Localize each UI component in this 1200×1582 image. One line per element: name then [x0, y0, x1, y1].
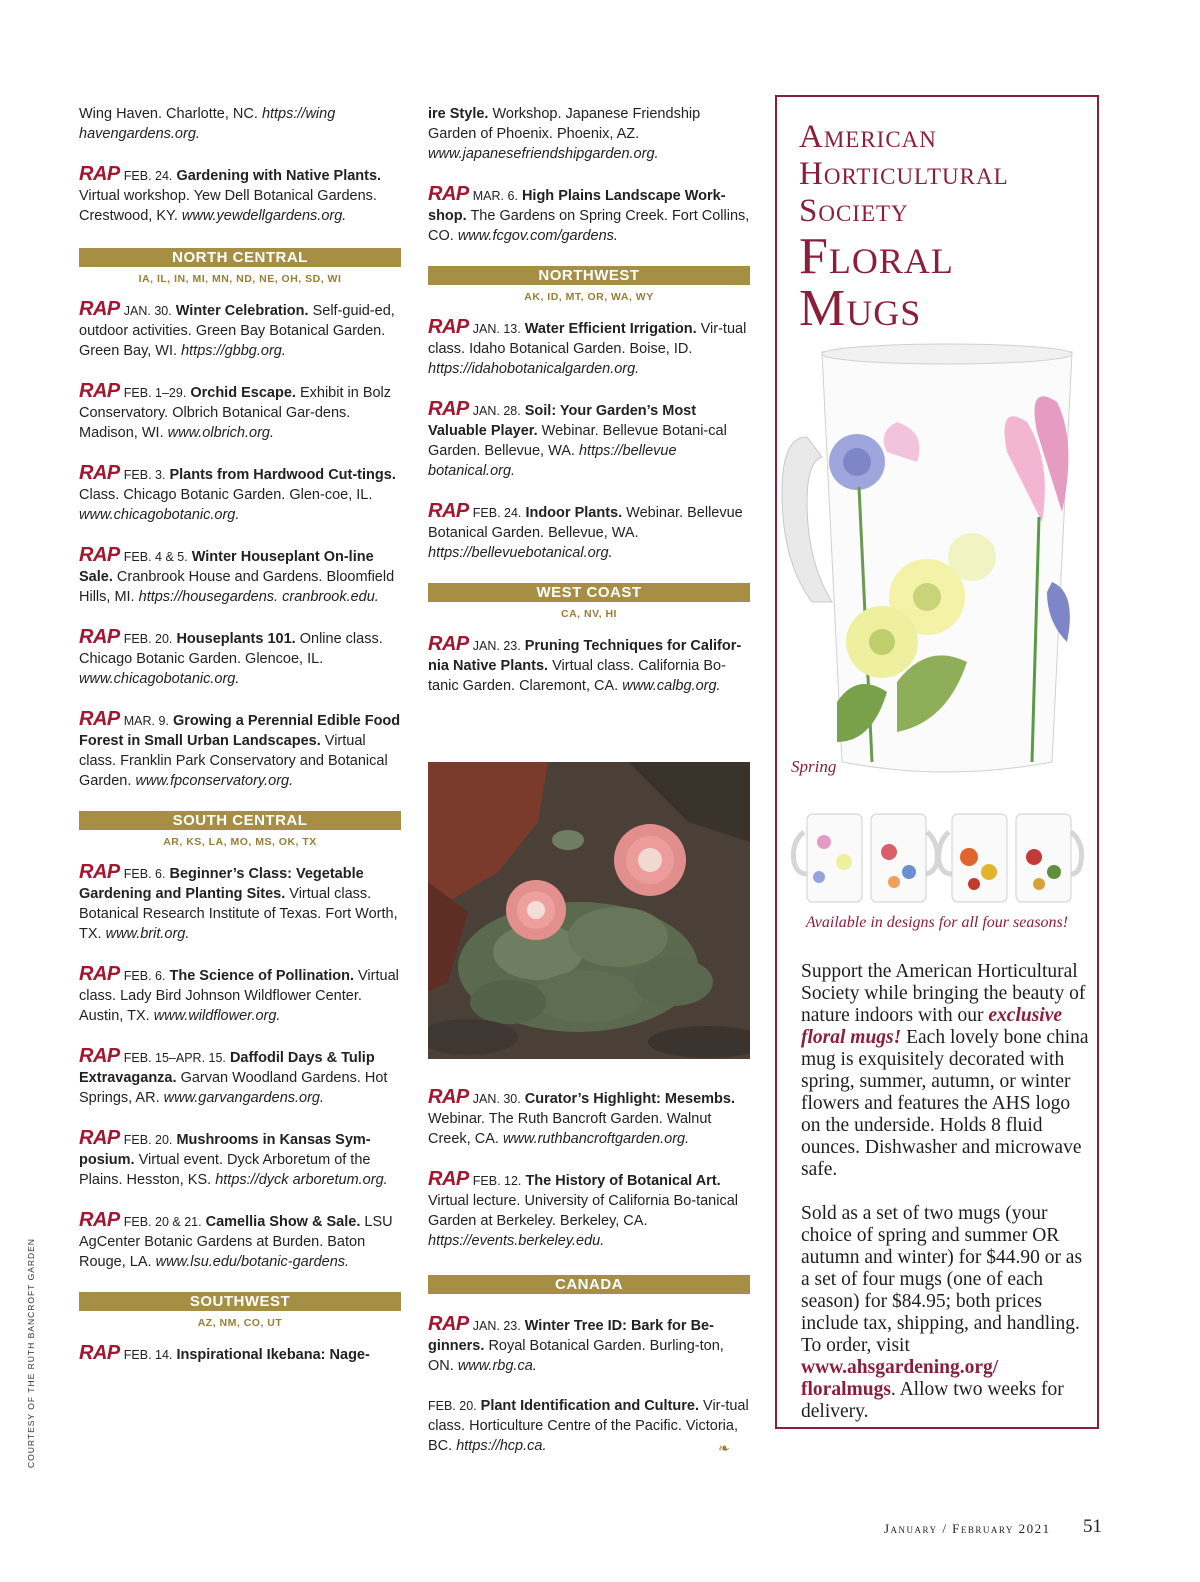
event-url[interactable]: https://idahobotanicalgarden.org. [428, 361, 640, 377]
ad-heading-line: American [799, 119, 937, 155]
rap-badge: RAP [79, 626, 120, 648]
event-body: Online class. Chicago Botanic Garden. Glencoe, IL. [79, 631, 383, 667]
section-canada [428, 1275, 750, 1294]
event-list [79, 862, 401, 1272]
event-date: FEB. 20 & 21. [123, 1215, 202, 1229]
event-body: Vir-tual class. Horticulture Centre of the Pacific. Victoria, BC. [428, 1398, 749, 1454]
rap-badge: RAP [428, 183, 469, 205]
event-title: Orchid Escape. [190, 385, 296, 401]
event-item [79, 164, 401, 226]
event-date: MAR. 9. [123, 714, 169, 728]
rap-badge: RAP [428, 398, 469, 420]
section-states: IA, IL, IN, MI, MN, ND, NE, OH, SD, WI [138, 273, 342, 285]
event-date: JAN. 23. [472, 639, 521, 653]
event-url[interactable]: www.japanesefriendshipgarden.org. [428, 146, 659, 162]
event-url[interactable]: www.fcgov.com/gardens. [457, 228, 618, 244]
ad-title-line: Floral [799, 228, 954, 285]
event-date: FEB. 20. [428, 1399, 477, 1413]
column-1 [79, 104, 401, 1385]
spring-caption: Spring [791, 757, 837, 776]
event-title: Winter Houseplant On-line Sale. [79, 549, 374, 585]
event-body: Cranbrook House and Gardens. Bloomfield Hills, MI. [79, 569, 395, 605]
event-list [428, 317, 750, 563]
event-title: Inspirational Ikebana: Nage- [176, 1347, 370, 1363]
rap-badge: RAP [428, 500, 469, 522]
event-date: FEB. 1–29. [123, 386, 187, 400]
ad-text: Each lovely bone china mug is exquisitely decorated with spring, summer, autumn, or winter flowers and features the AHS logo on the underside. Holds 8 fluid ounces. Dishwasher and microwave safe. [801, 1027, 1089, 1180]
event-title: Winter Tree ID: Bark for Be-ginners. [428, 1318, 714, 1354]
event-url[interactable]: https://events.berkeley.edu. [428, 1233, 605, 1249]
section-southwest [79, 1292, 401, 1329]
ad-highlight: exclusive floral mugs! [801, 1005, 1063, 1048]
event-item [79, 862, 401, 944]
event-url[interactable]: www.brit.org. [105, 926, 190, 942]
event-body: Royal Botanical Garden. Burling-ton, ON. [428, 1338, 724, 1374]
event-url[interactable]: https://wing havengardens.org. [79, 106, 336, 142]
event-url[interactable]: www.olbrich.org. [167, 425, 275, 441]
rap-badge: RAP [79, 298, 120, 320]
event-date: JAN. 28. [472, 404, 521, 418]
event-item [79, 545, 401, 607]
event-url[interactable]: https://dyck arboretum.org. [215, 1172, 388, 1188]
event-body: Virtual class. Lady Bird Johnson Wildflower Center. Austin, TX. [79, 968, 399, 1024]
rap-badge: RAP [79, 163, 120, 185]
section-header: WEST COAST [428, 583, 750, 602]
rap-badge: RAP [79, 708, 120, 730]
event-continued [79, 104, 401, 144]
section-header: SOUTHWEST [79, 1292, 401, 1311]
event-title: ire Style. [428, 106, 489, 122]
event-url[interactable]: https://bellevue botanical.org. [428, 443, 677, 479]
section-northwest [428, 266, 750, 303]
event-item [79, 1210, 401, 1272]
section-states: CA, NV, HI [561, 608, 617, 620]
ad-text: Support the American Horticultural Society while bringing the beauty of nature indoors with our [801, 961, 1086, 1026]
event-title: The Science of Pollination. [169, 968, 354, 984]
event-title: Houseplants 101. [176, 631, 296, 647]
event-date: FEB. 6. [123, 867, 166, 881]
event-list [428, 104, 750, 246]
event-date: FEB. 4 & 5. [123, 550, 188, 564]
section-header: SOUTH CENTRAL [79, 811, 401, 830]
event-title: Plants from Hardwood Cut-tings. [169, 467, 396, 483]
event-item [428, 1087, 750, 1149]
event-title: The History of Botanical Art. [525, 1173, 721, 1189]
ad-text: . Allow two weeks for delivery. [801, 1379, 1064, 1422]
event-date: FEB. 24. [472, 506, 522, 520]
event-url[interactable]: https://housegardens. cranbrook.edu. [138, 589, 379, 605]
event-url[interactable]: www.wildflower.org. [153, 1008, 281, 1024]
event-url[interactable]: www.chicagobotanic.org. [79, 507, 240, 523]
event-title: Camellia Show & Sale. [205, 1214, 361, 1230]
event-item [428, 104, 750, 164]
event-item [79, 1128, 401, 1190]
section-north-central [79, 248, 401, 285]
event-date: FEB. 6. [123, 969, 166, 983]
event-item [428, 634, 750, 696]
rap-badge: RAP [428, 633, 469, 655]
folio: January / February 2021 [884, 1521, 1051, 1536]
rap-badge: RAP [79, 380, 120, 402]
event-item [79, 299, 401, 361]
column-2-lower [428, 1087, 750, 1476]
section-header: NORTH CENTRAL [79, 248, 401, 267]
section-header: CANADA [428, 1275, 750, 1294]
photo-credit: COURTESY OF THE RUTH BANCROFT GARDEN [26, 1238, 36, 1468]
event-url[interactable]: www.lsu.edu/botanic-gardens. [155, 1254, 350, 1270]
event-body: Virtual class. Botanical Research Institute of Texas. Fort Worth, TX. [79, 886, 398, 942]
event-body: Virtual class. Franklin Park Conservatory and Botanical Garden. [79, 733, 388, 789]
ad-body [801, 961, 1091, 1445]
ad-heading-line: Horticultural [799, 156, 1009, 192]
event-title: Water Efficient Irrigation. [524, 321, 697, 337]
event-date: FEB. 14. [123, 1348, 173, 1362]
event-date: JAN. 23. [472, 1319, 521, 1333]
event-url[interactable]: https://bellevuebotanical.org. [428, 545, 613, 561]
event-item [428, 1314, 750, 1376]
four-mugs-image [789, 802, 1089, 912]
section-states: AZ, NM, CO, UT [197, 1317, 283, 1329]
event-url[interactable]: www.rbg.ca. [457, 1358, 537, 1374]
ad-text: Sold as a set of two mugs (your choice of spring and summer OR autumn and winter) for $44.90 or as a set of four mugs (one of each season) for $84.95; both prices include tax, shipping, and handling. To order, visit [801, 1203, 1083, 1356]
ad-title-line: Mugs [799, 280, 922, 337]
event-date: FEB. 3. [123, 468, 166, 482]
event-item [428, 501, 750, 563]
event-item [79, 709, 401, 791]
ad-paragraph [801, 1203, 1091, 1423]
event-title: Mushrooms in Kansas Sym-posium. [79, 1132, 371, 1168]
event-body: Vir-tual class. Idaho Botanical Garden. Boise, ID. [428, 321, 747, 357]
section-states: AK, ID, MT, OR, WA, WY [524, 291, 654, 303]
event-body: Class. Chicago Botanic Garden. Glen-coe, IL. [79, 487, 373, 503]
event-date: MAR. 6. [472, 189, 518, 203]
event-body: Virtual class. California Bo-tanic Garden. Claremont, CA. [428, 658, 726, 694]
order-link[interactable]: www.ahsgardening.org/ floralmugs [801, 1357, 999, 1400]
mesemb-flower-photo [428, 762, 750, 1059]
event-title: Growing a Perennial Edible Food Forest in Small Urban Landscapes. [79, 713, 401, 749]
event-item [79, 1343, 401, 1365]
event-item [428, 317, 750, 379]
event-body: Webinar. Bellevue Botani-cal Garden. Bellevue, WA. [428, 423, 727, 459]
event-title: Curator’s Highlight: Mesembs. [524, 1091, 736, 1107]
event-url[interactable]: www.chicagobotanic.org. [79, 671, 240, 687]
event-url[interactable]: www.calbg.org. [622, 678, 721, 694]
event-url[interactable]: www.yewdellgardens.org. [181, 208, 347, 224]
event-body: Garvan Woodland Gardens. Hot Springs, AR. [79, 1070, 388, 1106]
spring-mug-image [777, 342, 1097, 792]
event-title: Plant Identification and Culture. [480, 1398, 699, 1414]
event-list [79, 1343, 401, 1365]
event-title: Gardening with Native Plants. [176, 168, 382, 184]
event-body: Exhibit in Bolz Conservatory. Olbrich Botanical Gar-dens. Madison, WI. [79, 385, 392, 441]
event-item [428, 399, 750, 481]
event-date: FEB. 24. [123, 169, 173, 183]
event-url[interactable]: https://gbbg.org. [181, 343, 286, 359]
rap-badge: RAP [428, 1168, 469, 1190]
event-title: Soil: Your Garden’s Most Valuable Player. [428, 403, 697, 439]
event-body: Webinar. Bellevue Botanical Garden. Bellevue, WA. [428, 505, 743, 541]
event-item [79, 463, 401, 525]
rap-badge: RAP [79, 1209, 120, 1231]
ad-paragraph [801, 961, 1091, 1181]
event-list [428, 634, 750, 696]
event-item [428, 1169, 750, 1251]
event-date: JAN. 30. [123, 304, 172, 318]
event-body: Webinar. The Ruth Bancroft Garden. Walnut Creek, CA. [428, 1111, 712, 1147]
rap-badge: RAP [79, 963, 120, 985]
event-body: The Gardens on Spring Creek. Fort Collins, CO. [428, 208, 750, 244]
event-list [428, 1314, 750, 1456]
event-date: FEB. 20. [123, 632, 173, 646]
event-item [79, 381, 401, 443]
event-item [79, 1046, 401, 1108]
event-date: FEB. 20. [123, 1133, 173, 1147]
floral-mugs-ad [775, 95, 1099, 1429]
event-title: Winter Celebration. [175, 303, 309, 319]
rap-badge: RAP [79, 861, 120, 883]
event-item [79, 627, 401, 689]
section-header: NORTHWEST [428, 266, 750, 285]
event-url[interactable]: www.garvangardens.org. [163, 1090, 325, 1106]
event-date: FEB. 12. [472, 1174, 522, 1188]
section-south-central [79, 811, 401, 848]
event-body: Self-guid-ed, outdoor activities. Green Bay Botanical Garden. Green Bay, WI. [79, 303, 395, 359]
event-date: FEB. 15–APR. 15. [123, 1051, 226, 1065]
rap-badge: RAP [79, 1045, 120, 1067]
rap-badge: RAP [79, 1342, 120, 1364]
rap-badge: RAP [428, 316, 469, 338]
event-title: Indoor Plants. [525, 505, 623, 521]
event-url[interactable]: www.fpconservatory.org. [135, 773, 294, 789]
event-title: High Plains Landscape Work-shop. [428, 188, 726, 224]
event-title: Beginner’s Class: Vegetable Gardening and Planting Sites. [79, 866, 364, 902]
event-list [428, 1087, 750, 1251]
event-url[interactable]: https://hcp.ca. [456, 1438, 547, 1454]
event-item [428, 1396, 750, 1456]
end-ornament: ❧ [718, 1440, 730, 1456]
event-date: JAN. 30. [472, 1092, 521, 1106]
section-west-coast [428, 583, 750, 620]
event-list [79, 299, 401, 791]
event-body: Virtual event. Dyck Arboretum of the Plains. Hesston, KS. [79, 1152, 371, 1188]
event-item [428, 184, 750, 246]
ad-heading [799, 119, 1009, 337]
event-title: Pruning Techniques for Califor-nia Native Plants. [428, 638, 742, 674]
section-states: AR, KS, LA, MO, MS, OK, TX [163, 836, 317, 848]
event-body: Wing Haven. Charlotte, NC. [79, 106, 262, 122]
rap-badge: RAP [428, 1313, 469, 1335]
event-url[interactable]: www.ruthbancroftgarden.org. [502, 1131, 690, 1147]
event-item [79, 964, 401, 1026]
rap-badge: RAP [428, 1086, 469, 1108]
seasons-caption: Available in designs for all four seasons! [805, 914, 1069, 931]
rap-badge: RAP [79, 544, 120, 566]
ad-heading-line: Society [799, 193, 909, 229]
event-date: JAN. 13. [472, 322, 521, 336]
event-body: Virtual workshop. Yew Dell Botanical Gardens. Crestwood, KY. [79, 188, 377, 224]
event-title: Daffodil Days & Tulip Extravaganza. [79, 1050, 375, 1086]
event-body: LSU AgCenter Botanic Gardens at Burden. Baton Rouge, LA. [79, 1214, 393, 1270]
event-body: Workshop. Japanese Friendship Garden of Phoenix. Phoenix, AZ. [428, 106, 701, 142]
event-body: Virtual lecture. University of California Bo-tanical Garden at Berkeley. Berkeley, CA. [428, 1193, 739, 1229]
page-number: 51 [1083, 1516, 1102, 1537]
column-2 [428, 104, 750, 716]
rap-badge: RAP [79, 1127, 120, 1149]
rap-badge: RAP [79, 462, 120, 484]
